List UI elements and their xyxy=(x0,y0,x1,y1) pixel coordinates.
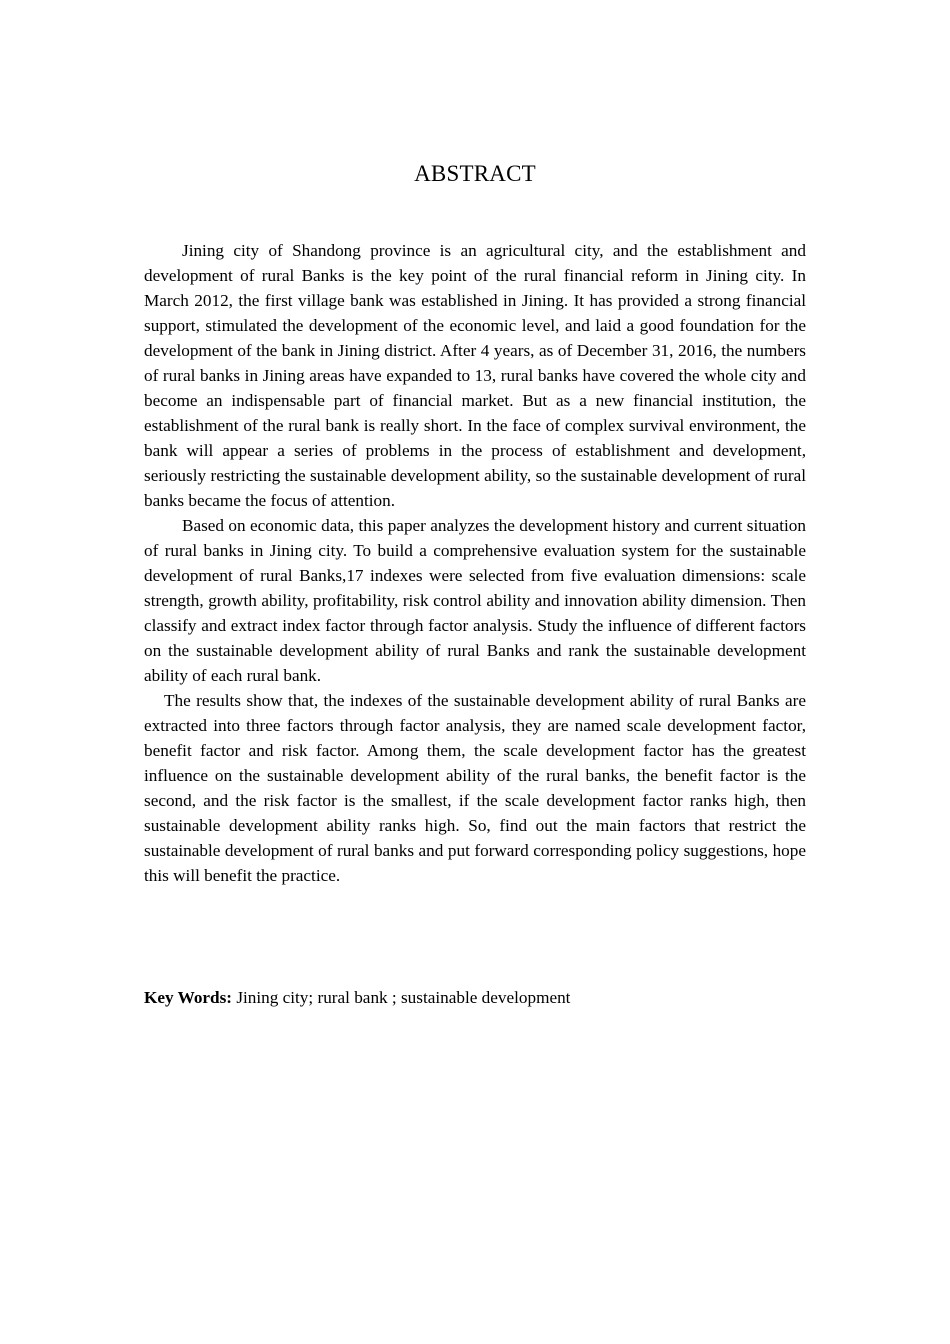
keywords-value: Jining city; rural bank ; sustainable development xyxy=(236,988,571,1007)
page-title: ABSTRACT xyxy=(414,161,536,186)
abstract-paragraph-3: The results show that, the indexes of the sustainable development ability of rural Banks are extracted into three factors through factor analysis, they are named scale development factor, benefit factor and risk factor. Among them, the scale development factor has the greatest influence on the sustainable development ability of the rural banks, the benefit factor is the second, and the risk factor is the smallest, if the scale development factor ranks high, then sustainable development ability ranks high. So, find out the main factors that restrict the sustainable development of rural banks and put forward corresponding policy suggestions, hope this will benefit the practice. xyxy=(144,691,806,885)
abstract-paragraph-2: Based on economic data, this paper analyzes the development history and current situation of rural banks in Jining city. To build a comprehensive evaluation system for the sustainable development of rural Banks,17 indexes were selected from five evaluation dimensions: scale strength, growth ability, profitability, risk control ability and innovation ability dimension. Then classify and extract index factor through factor analysis. Study the influence of different factors on the sustainable development ability of rural Banks and rank the sustainable development ability of each rural bank. xyxy=(144,516,806,685)
abstract-paragraph-1: Jining city of Shandong province is an agricultural city, and the establishment and development of rural Banks is the key point of the rural financial reform in Jining city. In March 2012, the first village bank was established in Jining. It has provided a strong financial support, stimulated the development of the economic level, and laid a good foundation for the development of the bank in Jining district. After 4 years, as of December 31, 2016, the numbers of rural banks in Jining areas have expanded to 13, rural banks have covered the whole city and become an indispensable part of financial market. But as a new financial institution, the establishment of the rural bank is really short. In the face of complex survival environment, the bank will appear a series of problems in the process of establishment and development, seriously restricting the sustainable development ability, so the sustainable development of rural banks became the focus of attention. xyxy=(144,241,806,510)
abstract-body xyxy=(144,238,806,888)
keywords-label: Key Words: xyxy=(144,988,233,1007)
keywords-line xyxy=(144,985,806,1010)
